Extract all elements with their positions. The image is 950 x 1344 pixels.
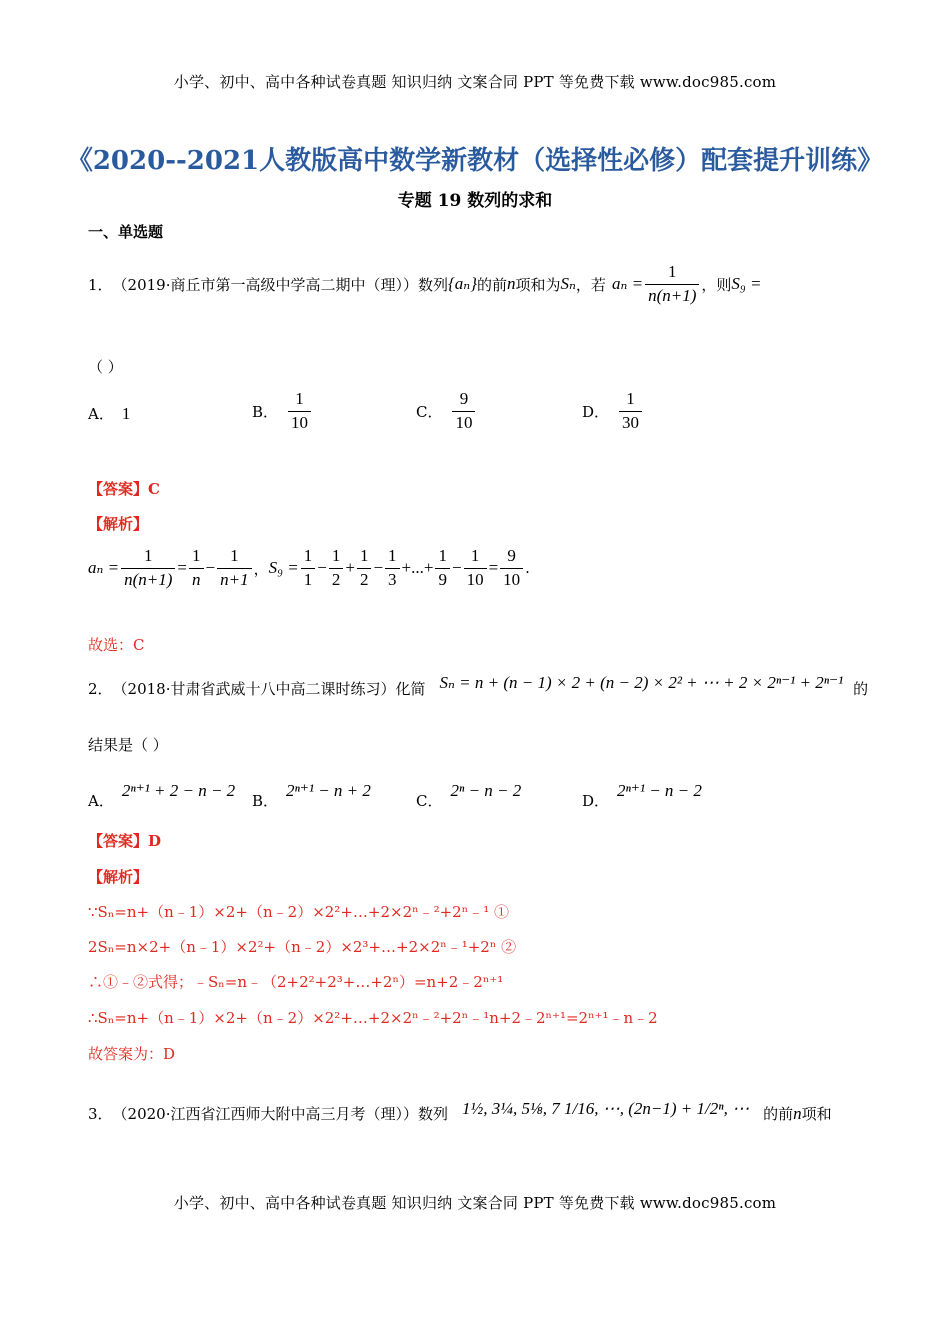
question-2 bbox=[88, 672, 869, 699]
q1-answer-value: C bbox=[148, 480, 160, 498]
q1-option-c-label: C． bbox=[416, 402, 443, 421]
q1-paren: （ ） bbox=[88, 358, 123, 376]
q1-option-d bbox=[582, 390, 644, 432]
q1-option-c-den: 10 bbox=[452, 411, 475, 433]
q1-s9: S₉ = bbox=[731, 274, 762, 294]
q2-analysis-line-2: 2Sₙ=n×2+（n﹣1）×2²+（n﹣2）×2³+…+2×2ⁿ﹣¹+2ⁿ ② bbox=[88, 938, 517, 956]
main-title: 《2020--2021人教版高中数学新教材（选择性必修）配套提升训练》 bbox=[66, 146, 884, 176]
q3-n: n bbox=[793, 1103, 802, 1123]
q1-option-d-label: D． bbox=[582, 402, 610, 421]
q3-sequence: 1½, 3¼, 5⅛, 7 1/16, ⋯, (2n−1) + 1/2ⁿ, ⋯ bbox=[462, 1098, 750, 1118]
q1-option-b-num: 1 bbox=[295, 389, 304, 408]
q2-option-a bbox=[88, 770, 235, 811]
q3-source: （2020·江西省江西师大附中高三月考（理））数列 bbox=[112, 1105, 448, 1123]
q1-option-c-fraction bbox=[452, 390, 475, 432]
q1-analysis-dots: +...+ bbox=[401, 558, 434, 578]
q1-analysis-frac-3: $\frac{1}{n+1}$ bbox=[217, 547, 251, 589]
question-1 bbox=[88, 263, 762, 305]
q2-conclusion: 故答案为：D bbox=[88, 1045, 176, 1063]
q1-formula-num: 1 bbox=[667, 262, 677, 281]
q1-number: 1． bbox=[88, 275, 113, 294]
q1-source: （2019·商丘市第一高级中学高二期中（理））数列 bbox=[112, 275, 448, 294]
q1-option-d-fraction bbox=[619, 390, 642, 432]
q2-analysis-label: 【解析】 bbox=[88, 868, 149, 886]
page-footer: 小学、初中、高中各种试卷真题 知识归纳 文案合同 PPT 等免费下载 www.doc985.com bbox=[173, 1194, 777, 1212]
q2-option-b bbox=[252, 770, 371, 811]
q1-answer-label: 【答案】 bbox=[88, 480, 149, 498]
frac-den: n(n+1) bbox=[121, 568, 175, 590]
q1-text-mid: 的前 bbox=[477, 275, 508, 294]
q1-seq: {aₙ} bbox=[448, 274, 477, 294]
q1-option-b-den: 10 bbox=[288, 411, 311, 433]
q2-analysis-line-1: ∵Sₙ=n+（n﹣1）×2+（n﹣2）×2²+…+2×2ⁿ﹣²+2ⁿ﹣¹ ① bbox=[88, 903, 509, 921]
q2-number: 2． bbox=[88, 680, 113, 698]
q2-option-b-label: B． bbox=[252, 792, 279, 810]
q1-analysis-frac-2: $\frac{1}{n}$ bbox=[189, 547, 204, 589]
q2-option-c-value: 2ⁿ − n − 2 bbox=[450, 780, 522, 800]
q2-analysis-line-3: ∴①﹣②式得；﹣Sₙ=n﹣（2+2²+2³+…+2ⁿ）=n+2﹣2ⁿ⁺¹ bbox=[88, 973, 504, 991]
q1-conclusion: 故选：C bbox=[88, 636, 145, 654]
q1-answer bbox=[88, 478, 160, 499]
q3-tail2: 项和 bbox=[801, 1105, 832, 1123]
q2-analysis-line-4: ∴Sₙ=n+（n﹣1）×2+（n﹣2）×2²+…+2×2ⁿ﹣²+2ⁿ﹣¹n+2﹣2ⁿ⁺¹=2ⁿ⁺¹﹣n﹣2 bbox=[88, 1009, 658, 1027]
q2-option-a-value: 2ⁿ⁺¹ + 2 − n − 2 bbox=[121, 780, 236, 800]
q2-line2: 结果是（ ） bbox=[88, 736, 168, 754]
q1-formula-lhs: aₙ = bbox=[611, 274, 644, 294]
q3-tail: 的前 bbox=[763, 1105, 794, 1123]
q1-option-b bbox=[252, 390, 313, 432]
q2-option-d-value: 2ⁿ⁺¹ − n − 2 bbox=[617, 780, 702, 800]
q1-option-a bbox=[88, 403, 130, 424]
page-header: 小学、初中、高中各种试卷真题 知识归纳 文案合同 PPT 等免费下载 www.doc985.com bbox=[173, 73, 777, 91]
q2-option-c bbox=[416, 770, 521, 811]
q1-analysis-comma: ， bbox=[253, 559, 269, 578]
q1-option-b-fraction bbox=[288, 390, 311, 432]
q2-answer-label: 【答案】 bbox=[88, 832, 149, 850]
q1-analysis-label: 【解析】 bbox=[88, 515, 149, 533]
q1-analysis-formula: aₙ = $\frac{1}{n(n+1)}$ = $\frac{1}{n}$ − $\frac{1}{n+1}$ ， S₉ = $\frac{1}{1}$ − $\frac{1}{2}$ + $\frac{1}{2}$ − $\frac{1}{3}$ +...+ $\frac{1}{9}$ − $\frac{1}{10}$ = $\frac{9}{10}$ . bbox=[88, 546, 530, 589]
q1-n: n bbox=[507, 274, 516, 294]
q1-text-then: ，则 bbox=[701, 275, 732, 294]
frac-num: 1 bbox=[144, 546, 153, 565]
sub-title: 专题 19 数列的求和 bbox=[397, 191, 553, 211]
q2-option-c-label: C． bbox=[416, 792, 443, 810]
q2-tail: 的 bbox=[853, 680, 869, 698]
q2-answer bbox=[88, 830, 161, 851]
q1-text-if: ，若 bbox=[575, 275, 606, 294]
q2-answer-value: D bbox=[148, 832, 162, 850]
q2-option-d bbox=[582, 770, 702, 811]
q1-analysis-s9: S₉ = bbox=[268, 558, 299, 578]
q3-number: 3． bbox=[88, 1105, 113, 1123]
section-heading: 一、单选题 bbox=[88, 223, 164, 241]
q1-option-c-num: 9 bbox=[459, 389, 469, 408]
q2-source: （2018·甘肃省武威十八中高二课时练习）化简 bbox=[112, 680, 426, 698]
q1-text-mid2: 项和为 bbox=[515, 275, 561, 294]
q1-analysis-frac-1 bbox=[121, 547, 175, 589]
q1-option-b-label: B． bbox=[252, 402, 279, 421]
q1-formula-fraction bbox=[645, 263, 699, 305]
q1-formula-den: n(n+1) bbox=[645, 284, 699, 306]
q1-sn: Sₙ bbox=[560, 274, 576, 294]
q1-option-c bbox=[416, 390, 477, 432]
q1-analysis-a: aₙ = bbox=[88, 558, 120, 578]
q2-formula: Sₙ = n + (n − 1) × 2 + (n − 2) × 2² + ⋯ + 2 × 2ⁿ⁻¹ + 2ⁿ⁻¹ bbox=[439, 672, 844, 692]
q1-analysis-period: . bbox=[525, 559, 530, 578]
question-3 bbox=[88, 1098, 832, 1124]
q2-option-d-label: D． bbox=[582, 792, 610, 810]
q1-option-d-num: 1 bbox=[626, 389, 635, 408]
q2-option-a-label: A． bbox=[88, 792, 114, 810]
q2-option-b-value: 2ⁿ⁺¹ − n + 2 bbox=[286, 780, 371, 800]
q1-option-d-den: 30 bbox=[619, 411, 642, 433]
q1-option-a-label: A． bbox=[88, 405, 114, 423]
q1-option-a-value: 1 bbox=[121, 403, 131, 423]
